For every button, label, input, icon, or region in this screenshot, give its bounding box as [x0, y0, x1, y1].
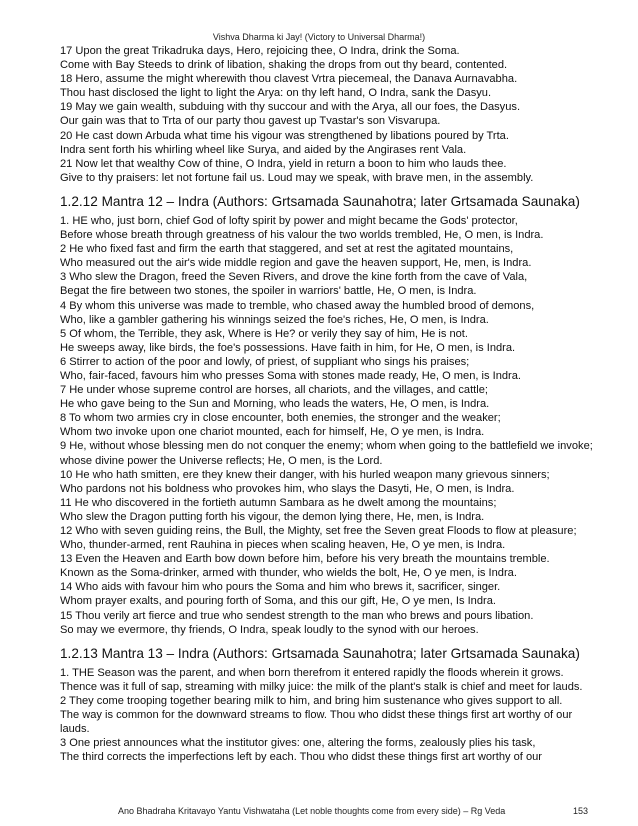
verse-line: Whom prayer exalts, and pouring forth of Soma, and this our gift, He, O ye men, Is Indra.: [60, 595, 496, 608]
verse-line: Before whose breath through greatness of his valour the two worlds trembled, He, O men, is Indra.: [60, 229, 544, 242]
footer-quote: Ano Bhadraha Kritavayo Yantu Vishwataha (Let noble thoughts come from every side) – Rg Veda: [118, 806, 506, 816]
verse-line: Whom two invoke upon one chariot mounted, each for himself, He, O ye men, is Indra.: [60, 426, 485, 439]
page-number: 153: [572, 806, 588, 816]
verse-line: Who, fair-faced, favours him who presses Soma with stones made ready, He, O men, is Indra.: [60, 369, 521, 382]
verse-line: 3 Who slew the Dragon, freed the Seven Rivers, and drove the kine forth from the cave of Vala,: [60, 271, 528, 284]
verse-line: 15 Thou verily art fierce and true who sendest strength to the man who brews and pours libation.: [60, 609, 534, 622]
running-footer: [118, 806, 588, 816]
mantra-12-verses: [60, 214, 600, 637]
mantra-13-verses: [60, 666, 600, 765]
verse-line: Thou hast disclosed the light to light the Arya: on thy left hand, O Indra, sank the Dasyu.: [60, 87, 492, 100]
verse-line: 5 Of whom, the Terrible, they ask, Where is He? or verily they say of him, He is not.: [60, 327, 468, 340]
verse-line: 17 Upon the great Trikadruka days, Hero, rejoicing thee, O Indra, drink the Soma.: [60, 45, 460, 57]
verse-line: 6 Stirrer to action of the poor and lowly, of priest, of suppliant who sings his praises;: [60, 355, 470, 368]
verse-line: 19 May we gain wealth, subduing with thy succour and with the Arya, all our foes, the Dasyus.: [60, 101, 521, 114]
verse-line: He sweeps away, like birds, the foe's possessions. Have faith in him, for He, O men, is Indra.: [60, 341, 516, 354]
verse-line: Indra sent forth his whirling wheel like Surya, and aided by the Angirases rent Vala.: [60, 143, 467, 156]
verse-line: Come with Bay Steeds to drink of libation, shaking the drops from out thy beard, contented.: [60, 59, 508, 72]
page-body: [60, 44, 600, 764]
verse-line: The third corrects the imperfections left by each. Thou who didst these things first art worthy of our: [60, 751, 542, 764]
verse-line: Who pardons not his boldness who provokes him, who slays the Dasyti, He, O men, is Indra.: [60, 482, 515, 495]
verse-line: 2 They come trooping together bearing milk to him, and bring him sustenance who gives support to all.: [60, 694, 563, 707]
verse-line: 10 He who hath smitten, ere they knew their danger, with his hurled weapon many grievous sinners;: [60, 468, 550, 481]
section-heading-mantra-12: 1.2.12 Mantra 12 – Indra (Authors: Grtsamada Saunahotra; later Grtsamada Saunaka): [60, 193, 580, 209]
verse-line: 11 He who discovered in the fortieth autumn Sambara as he dwelt among the mountains;: [60, 496, 497, 509]
verse-line: 21 Now let that wealthy Cow of thine, O Indra, yield in return a boon to him who lauds thee.: [60, 157, 507, 170]
verse-line: whose divine power the Universe reflects; He, O men, is the Lord.: [60, 454, 383, 467]
verse-line: 1. THE Season was the parent, and when born therefrom it entered rapidly the floods wherein it grows.: [60, 666, 564, 679]
verse-line: 20 He cast down Arbuda what time his vigour was strengthened by libations poured by Trta.: [60, 129, 509, 142]
verse-line: 18 Hero, assume the might wherewith thou clavest Vrtra piecemeal, the Danava Aurnavabha.: [60, 73, 518, 86]
verse-line: 12 Who with seven guiding reins, the Bull, the Mighty, set free the Seven great Floods to flow at pleasure;: [60, 525, 577, 537]
verse-line: 13 Even the Heaven and Earth bow down before him, before his very breath the mountains tremble.: [60, 553, 550, 566]
verse-line: Our gain was that to Trta of our party thou gavest up Tvastar's son Visvarupa.: [60, 115, 441, 128]
verse-line: Begat the fire between two stones, the spoiler in warriors' battle, He, O men, is Indra.: [60, 285, 477, 298]
verse-line: 14 Who aids with favour him who pours the Soma and him who brews it, sacrificer, singer.: [60, 581, 501, 594]
verse-line: 1. HE who, just born, chief God of lofty spirit by power and might became the Gods' protector,: [60, 214, 518, 227]
verse-line: 2 He who fixed fast and firm the earth that staggered, and set at rest the agitated mountains,: [60, 243, 514, 256]
verse-line: Who slew the Dragon putting forth his vigour, the demon lying there, He, men, is Indra.: [60, 510, 485, 523]
verse-line: 7 He under whose supreme control are horses, all chariots, and the villages, and cattle;: [60, 384, 488, 397]
section-heading-mantra-13: 1.2.13 Mantra 13 – Indra (Authors: Grtsamada Saunahotra; later Grtsamada Saunaka): [60, 645, 580, 661]
verse-line: Who measured out the air's wide middle region and gave the heaven support, He, men, is Indra.: [60, 257, 532, 270]
verse-line: The way is common for the downward streams to flow. Thou who didst these things first art worthy of our lauds.: [60, 709, 573, 736]
verse-line: Known as the Soma-drinker, armed with thunder, who wields the bolt, He, O ye men, is Indra.: [60, 567, 517, 580]
verse-line: He who gave being to the Sun and Morning, who leads the waters, He, O men, is Indra.: [60, 398, 490, 411]
verse-line: Give to thy praisers: let not fortune fail us. Loud may we speak, with brave men, in the assembly.: [60, 171, 534, 184]
verse-line: 9 He, without whose blessing men do not conquer the enemy; whom when going to the battlefield we invoke;: [60, 440, 593, 453]
verse-line: So may we evermore, thy friends, O Indra, speak loudly to the synod with our heroes.: [60, 623, 479, 636]
verse-line: Who, like a gambler gathering his winnings seized the foe's riches, He, O men, is Indra.: [60, 313, 489, 326]
intro-verses: [60, 44, 600, 185]
verse-line: 3 One priest announces what the institutor gives: one, altering the forms, zealously plies his task,: [60, 737, 536, 750]
verse-line: Thence was it full of sap, streaming with milky juice: the milk of the plant's stalk is chief and meet for lauds.: [60, 680, 583, 693]
running-header: Vishva Dharma ki Jay! (Victory to Universal Dharma!): [212, 32, 426, 42]
verse-line: 4 By whom this universe was made to tremble, who chased away the humbled brood of demons,: [60, 299, 535, 312]
verse-line: 8 To whom two armies cry in close encounter, both enemies, the stronger and the weaker;: [60, 412, 501, 425]
verse-line: Who, thunder-armed, rent Rauhina in pieces when scaling heaven, He, O ye men, is Indra.: [60, 539, 506, 552]
